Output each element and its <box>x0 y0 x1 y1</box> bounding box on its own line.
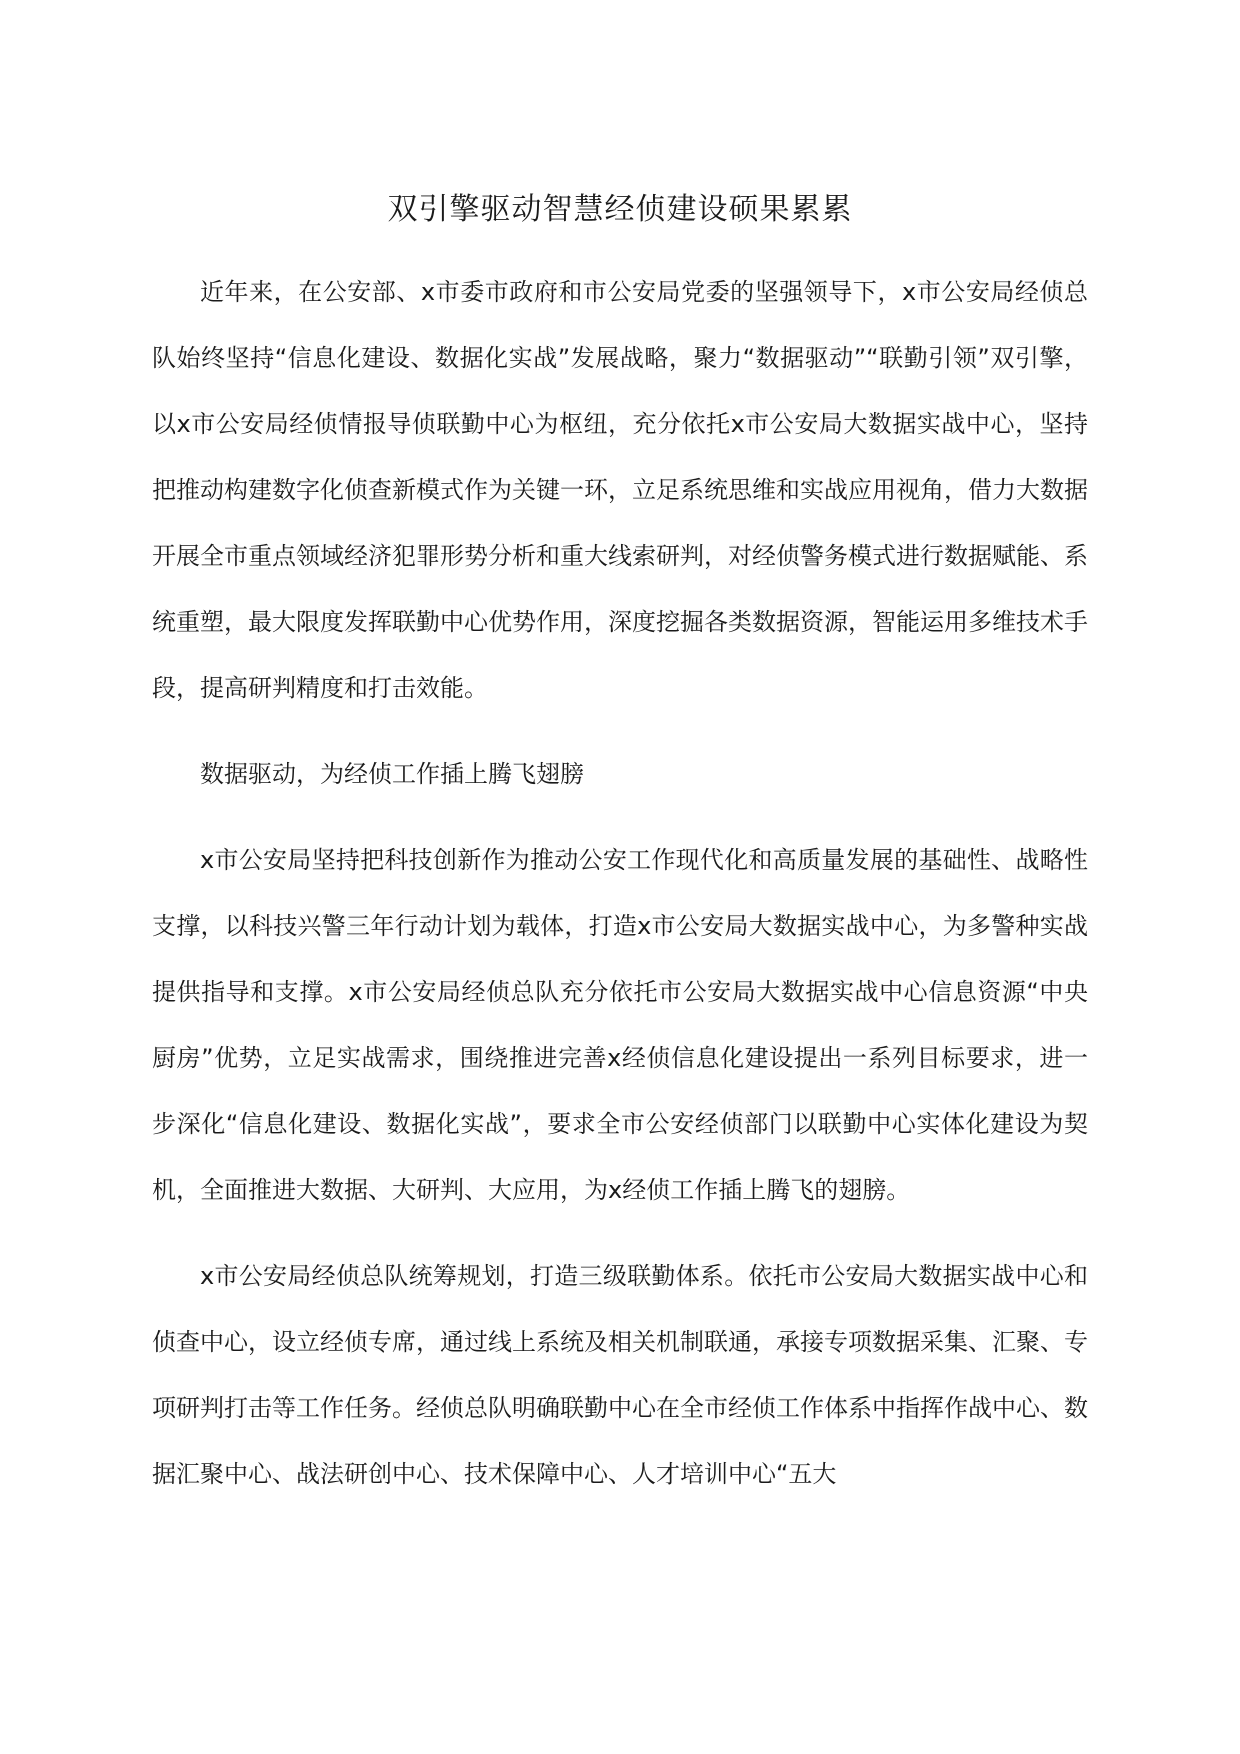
document-title: 双引擎驱动智慧经侦建设硕果累累 <box>387 192 853 227</box>
body-paragraph: x市公安局坚持把科技创新作为推动公安工作现代化和高质量发展的基础性、战略性支撑，以科技兴警三年行动计划为载体，打造x市公安局大数据实战中心，为多警种实战提供指导和支撑。x市公安局经侦总队充分依托市公安局大数据实战中心信息资源“中央厨房”优势，立足实战需求，围绕推进完善x经侦信息化建设提出一系列目标要求，进一步深化“信息化建设、数据化实战”，要求全市公安经侦部门以联勤中心实体化建设为契机，全面推进大数据、大研判、大应用，为x经侦工作插上腾飞的翅膀。 <box>152 846 1088 1204</box>
section-heading: 数据驱动，为经侦工作插上腾飞翅膀 <box>200 760 584 788</box>
body-paragraph: x市公安局经侦总队统筹规划，打造三级联勤体系。依托市公安局大数据实战中心和侦查中心，设立经侦专席，通过线上系统及相关机制联通，承接专项数据采集、汇聚、专项研判打击等工作任务。经侦总队明确联勤中心在全市经侦工作体系中指挥作战中心、数据汇聚中心、战法研创中心、技术保障中心、人才培训中心“五大 <box>152 1262 1088 1488</box>
document-body <box>152 185 1088 1527</box>
intro-paragraph: 近年来，在公安部、x市委市政府和市公安局党委的坚强领导下，x市公安局经侦总队始终坚持“信息化建设、数据化实战”发展战略，聚力“数据驱动”“联勤引领”双引擎，以x市公安局经侦情报导侦联勤中心为枢纽，充分依托x市公安局大数据实战中心，坚持把推动构建数字化侦查新模式作为关键一环，立足系统思维和实战应用视角，借力大数据开展全市重点领域经济犯罪形势分析和重大线索研判，对经侦警务模式进行数据赋能、系统重塑，最大限度发挥联勤中心优势作用，深度挖掘各类数据资源，智能运用多维技术手段，提高研判精度和打击效能。 <box>152 278 1088 702</box>
